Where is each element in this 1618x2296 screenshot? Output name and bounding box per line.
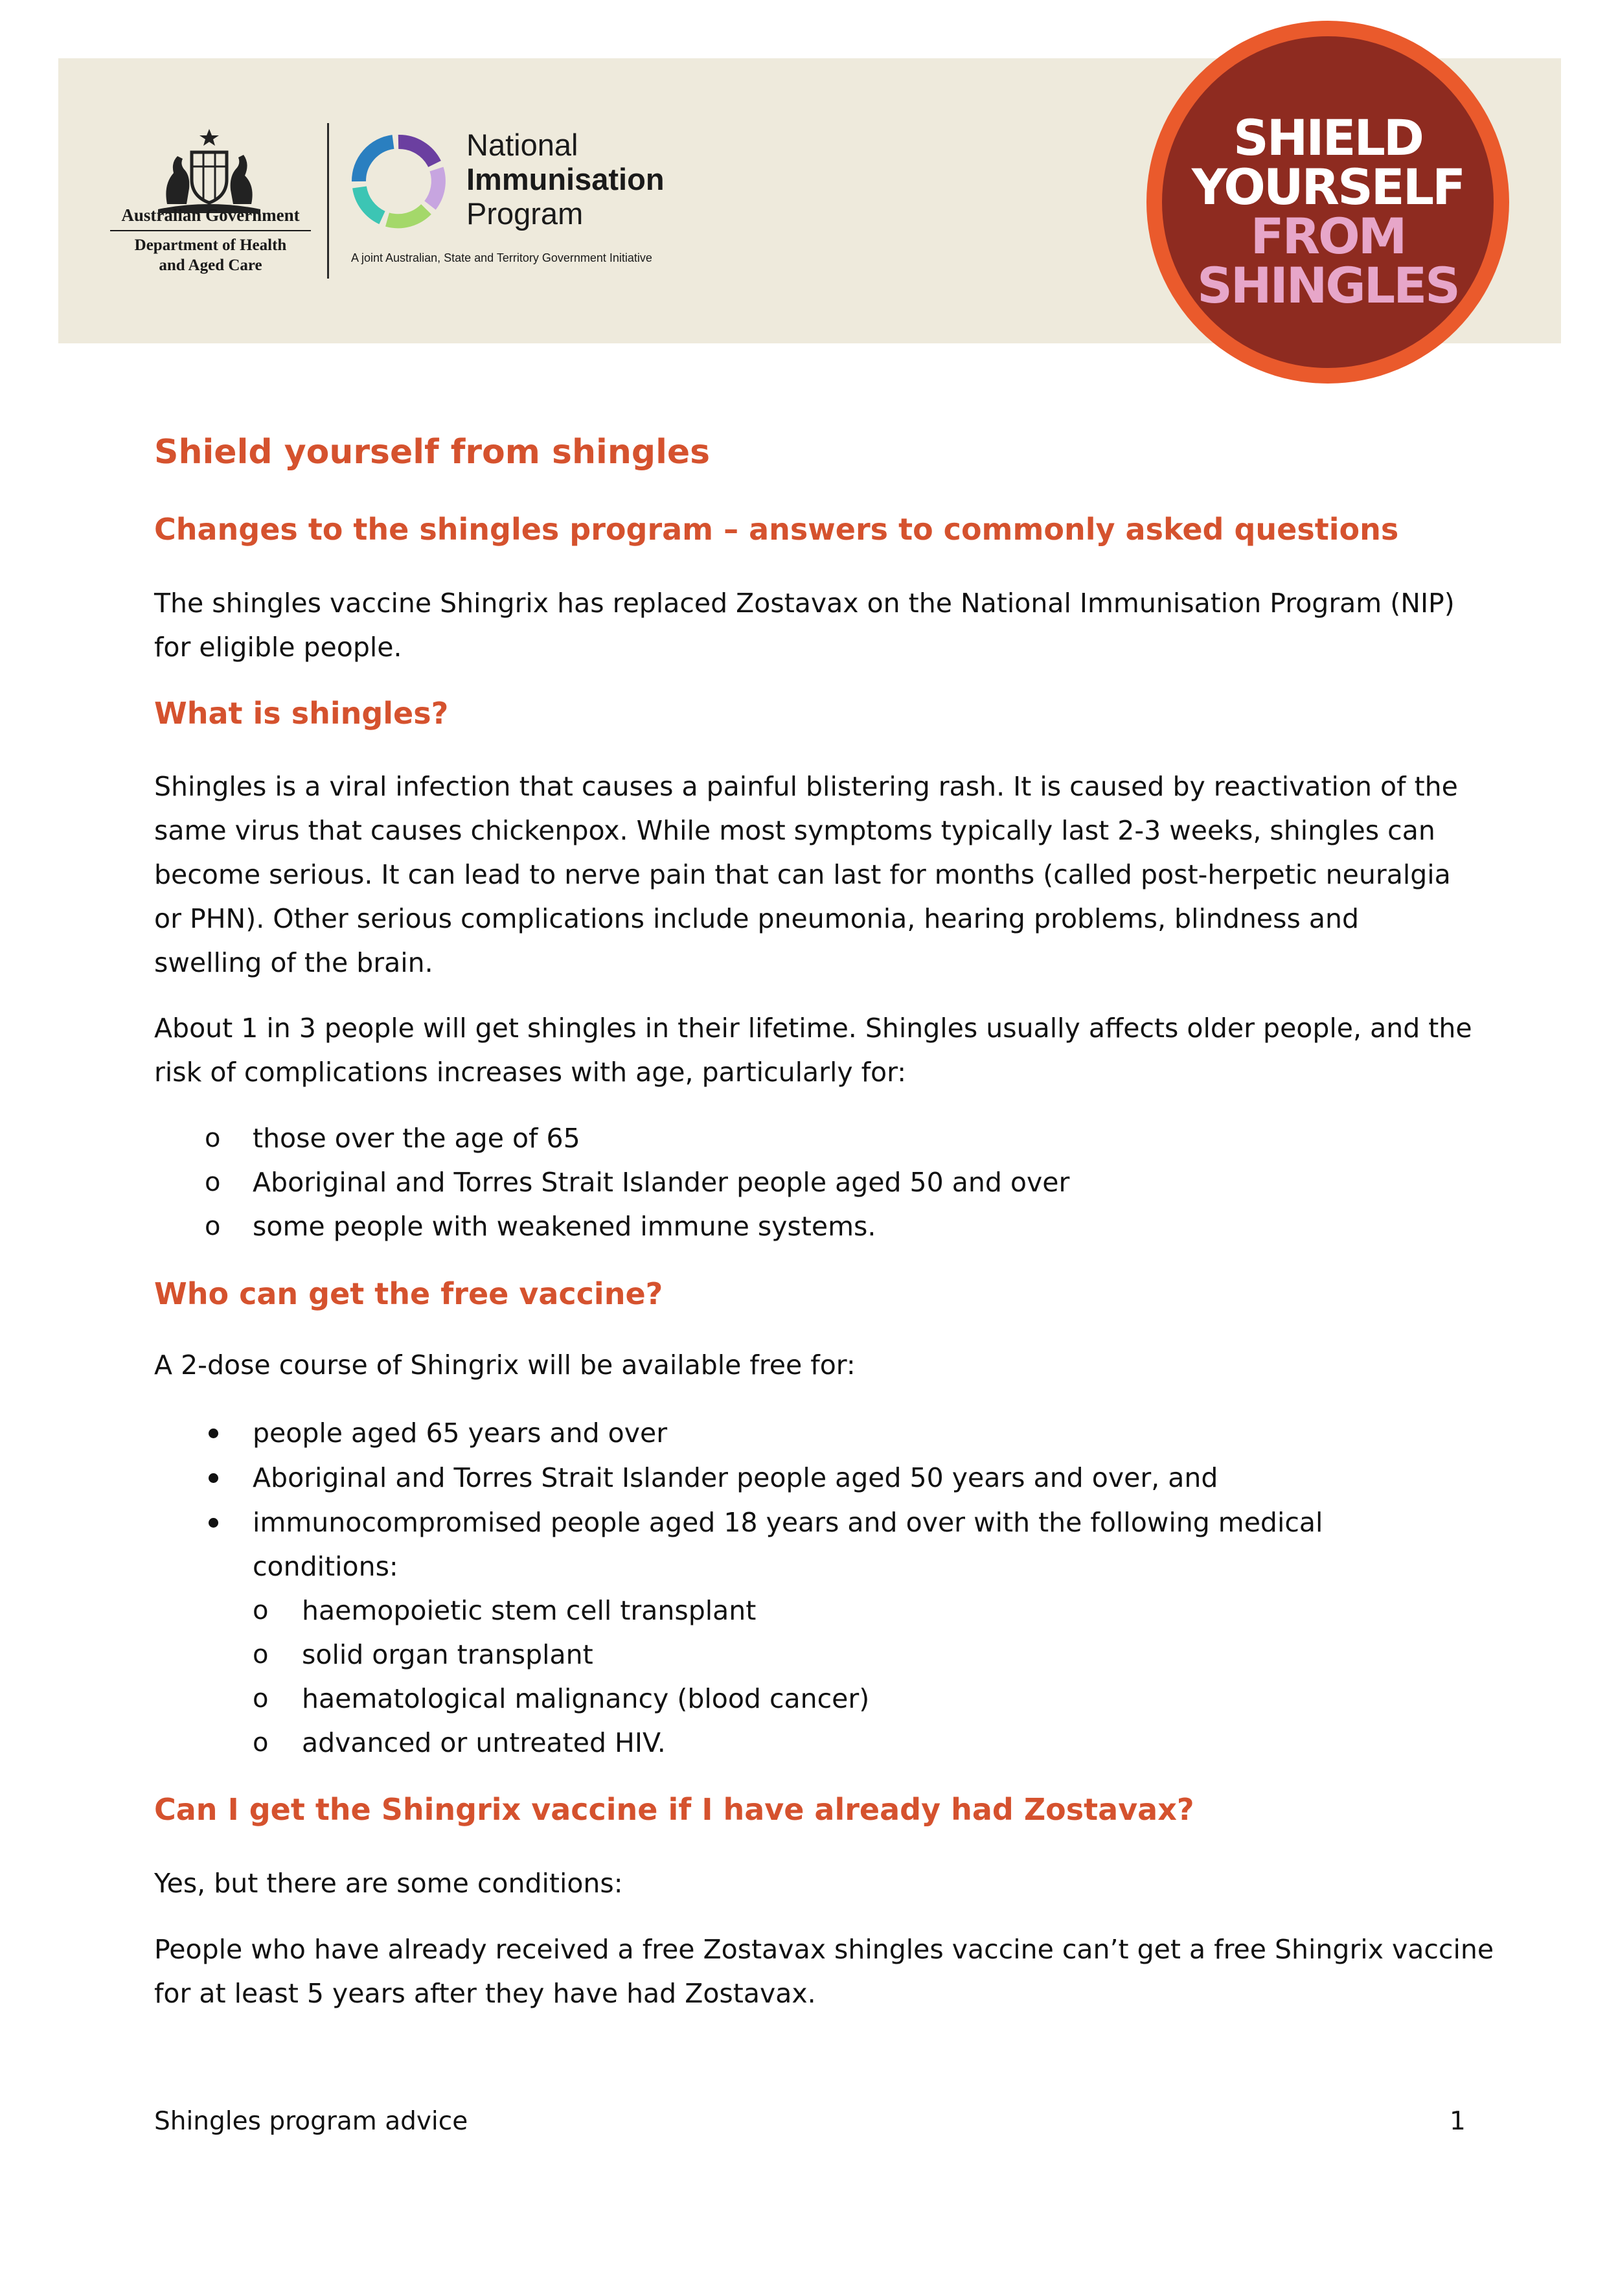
condition-item: advanced or untreated HIV. (302, 1727, 666, 1758)
nip-name-line-3: Program (466, 196, 584, 231)
list-marker: o (205, 1211, 221, 1241)
list-marker: o (253, 1728, 269, 1758)
nip-tagline: A joint Australian, State and Territory Government Initiative (351, 251, 652, 264)
zostavax-conditions (154, 1927, 1494, 2015)
badge-line-3: FROM (1250, 207, 1406, 265)
footer-title: Shingles program advice (154, 2107, 468, 2136)
department-name (110, 235, 311, 275)
list-marker: o (253, 1640, 269, 1670)
list-marker: o (253, 1596, 269, 1625)
condition-item: haemopoietic stem cell transplant (302, 1595, 757, 1626)
risk-item: Aboriginal and Torres Strait Islander people aged 50 and over (253, 1167, 1070, 1198)
eligibility-item: immunocompromised people aged 18 years and over with the following medical (253, 1507, 1323, 1538)
list-marker: o (253, 1684, 269, 1714)
description-line-4: or PHN). Other serious complications include pneumonia, hearing problems, blindness and (154, 903, 1359, 934)
logo-rule (110, 230, 311, 231)
page-subtitle: Changes to the shingles program – answers to commonly asked questions (154, 512, 1399, 547)
badge-line-2: YOURSELF (1191, 158, 1464, 216)
intro-paragraph (154, 581, 1482, 669)
zostavax-line-2: for at least 5 years after they have had Zostavax. (154, 1978, 816, 2009)
page-title: Shield yourself from shingles (154, 433, 711, 472)
risk-item: those over the age of 65 (253, 1123, 580, 1154)
condition-item: haematological malignancy (blood cancer) (302, 1683, 870, 1714)
eligibility-item-continuation: conditions: (253, 1551, 398, 1582)
government-name: Australian Government (121, 205, 300, 225)
risk-line-1: About 1 in 3 people will get shingles in their lifetime. Shingles usually affects older people, and the (154, 1013, 1472, 1044)
shingles-description (154, 764, 1482, 985)
badge-line-4: SHINGLES (1197, 257, 1459, 314)
condition-item: solid organ transplant (302, 1639, 593, 1670)
description-line-5: swelling of the brain. (154, 947, 433, 978)
description-line-1: Shingles is a viral infection that causes a painful blistering rash. It is caused by reactivation of the (154, 771, 1458, 802)
logo-divider (327, 123, 329, 279)
risk-line-2: risk of complications increases with age, particularly for: (154, 1057, 907, 1088)
department-line-2: and Aged Care (159, 257, 262, 274)
intro-line-2: for eligible people. (154, 632, 402, 663)
zostavax-line-1: People who have already received a free Zostavax shingles vaccine can’t get a free Shingrix vaccine (154, 1934, 1494, 1965)
nip-name-line-2: Immunisation (466, 162, 665, 196)
risk-item: some people with weakened immune systems. (253, 1211, 876, 1242)
campaign-badge (1146, 21, 1509, 384)
bullet-icon (209, 1429, 218, 1438)
zostavax-answer: Yes, but there are some conditions: (154, 1868, 623, 1899)
intro-line-1: The shingles vaccine Shingrix has replaced Zostavax on the National Immunisation Program (NIP) (154, 588, 1455, 619)
heading-who-can-get-vaccine: Who can get the free vaccine? (154, 1276, 663, 1311)
eligibility-intro: A 2-dose course of Shingrix will be available free for: (154, 1349, 856, 1381)
risk-paragraph (154, 1006, 1482, 1094)
description-line-3: become serious. It can lead to nerve pain that can last for months (called post-herpetic neuralgia (154, 859, 1451, 890)
nip-ring-icon (350, 133, 447, 230)
page-number: 1 (1450, 2107, 1466, 2136)
heading-zostavax-question: Can I get the Shingrix vaccine if I have already had Zostavax? (154, 1792, 1194, 1827)
coat-of-arms-icon (154, 126, 264, 214)
bullet-icon (209, 1473, 218, 1483)
campaign-badge-inner (1162, 36, 1494, 368)
eligibility-item: people aged 65 years and over (253, 1418, 668, 1449)
nip-name-line-1: National (466, 128, 578, 162)
list-marker: o (205, 1167, 221, 1197)
list-marker: o (205, 1123, 221, 1153)
eligibility-item: Aboriginal and Torres Strait Islander people aged 50 years and over, and (253, 1462, 1218, 1493)
bullet-icon (209, 1518, 218, 1528)
badge-line-1: SHIELD (1233, 109, 1423, 166)
australian-government-logo (110, 126, 311, 295)
heading-what-is-shingles: What is shingles? (154, 696, 449, 731)
description-line-2: same virus that causes chickenpox. While most symptoms typically last 2-3 weeks, shingles can (154, 815, 1435, 846)
department-line-1: Department of Health (134, 236, 287, 254)
